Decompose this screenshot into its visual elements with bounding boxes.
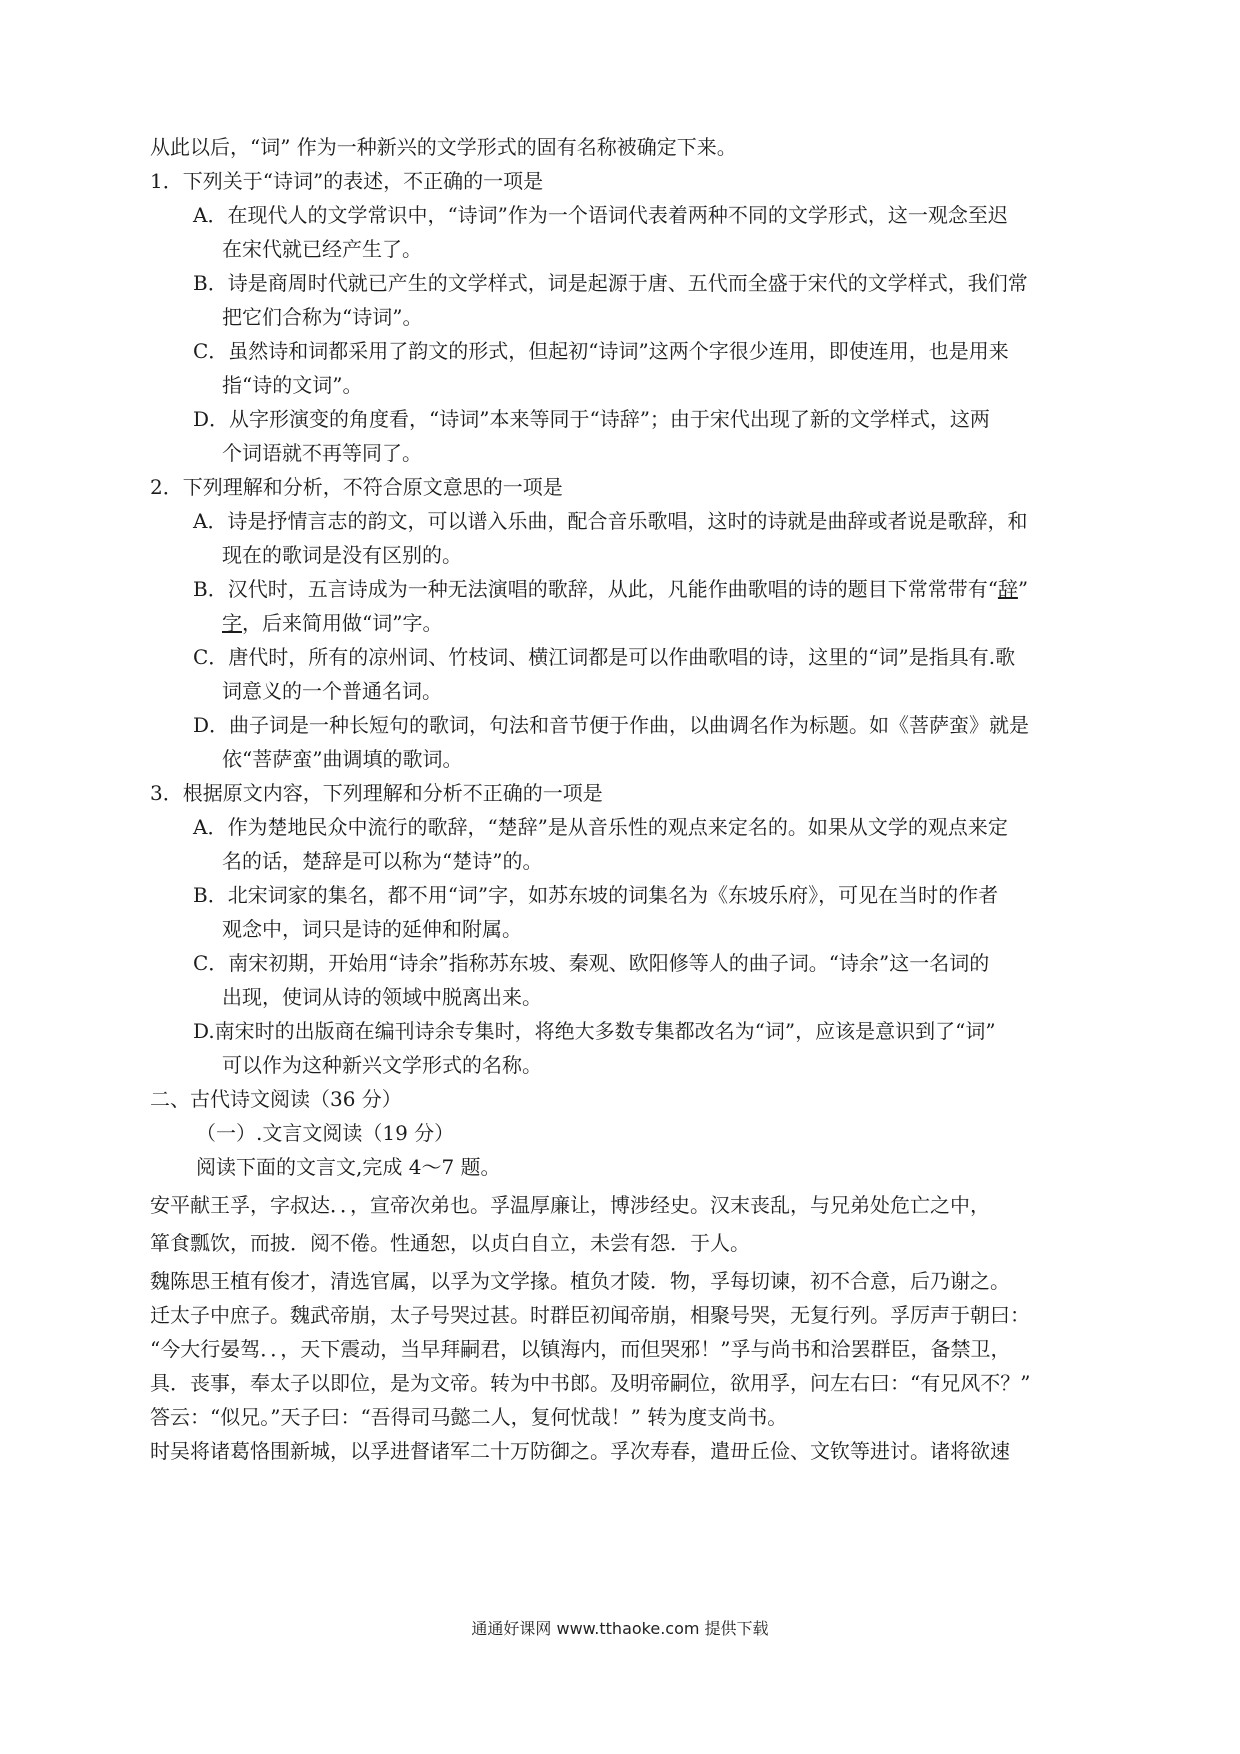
q1-option-b: B．诗是商周时代就已产生的文学样式，词是起源于唐、五代而全盛于宋代的文学样式，我们常 bbox=[193, 271, 1028, 295]
passage-line: 安平献王孚，字叔达．．，宣帝次弟也。孚温厚廉让，博涉经史。汉末丧乱，与兄弟处危亡之中， bbox=[150, 1193, 990, 1217]
section-heading: 二、古代诗文阅读（36 分） bbox=[150, 1087, 402, 1111]
q1-option-b-cont: 把它们合称为“诗词”。 bbox=[222, 305, 423, 329]
passage-line: 答云：“似兄。”天子曰：“吾得司马懿二人，复何忧哉！” 转为度支尚书。 bbox=[150, 1405, 788, 1429]
question-1: 1．下列关于“诗词”的表述，不正确的一项是 bbox=[150, 169, 544, 193]
q2-option-b bbox=[193, 576, 1028, 602]
passage-line: 迁太子中庶子。魏武帝崩，太子号哭过甚。时群臣初闻帝崩，相聚号哭，无复行列。孚厉声于朝曰： bbox=[150, 1303, 1030, 1327]
q2-option-b-text: B．汉代时，五言诗成为一种无法演唱的歌辞，从此，凡能作曲歌唱的诗的题目下常常带有“ bbox=[193, 577, 998, 601]
q3-option-d-cont: 可以作为这种新兴文学形式的名称。 bbox=[222, 1053, 542, 1077]
q3-option-c-cont: 出现，使词从诗的领域中脱离出来。 bbox=[222, 985, 542, 1009]
q1-option-c: C．虽然诗和词都采用了韵文的形式，但起初“诗词”这两个字很少连用，即使连用，也是用来 bbox=[193, 339, 1009, 363]
underlined-char: 辞 bbox=[997, 577, 1018, 601]
q3-option-c: C．南宋初期，开始用“诗余”指称苏东坡、秦观、欧阳修等人的曲子词。“诗余”这一名词的 bbox=[193, 951, 990, 975]
q3-option-d: D.南宋时的出版商在编刊诗余专集时，将绝大多数专集都改名为“词”，应该是意识到了“词” bbox=[193, 1019, 996, 1043]
passage-line: 时吴将诸葛恪围新城，以孚进督诸军二十万防御之。孚次寿春，遣毌丘俭、文钦等进讨。诸将欲速 bbox=[150, 1439, 1010, 1463]
q1-option-d-cont: 个词语就不再等同了。 bbox=[222, 441, 422, 465]
q2-option-a-cont: 现在的歌词是没有区别的。 bbox=[222, 543, 462, 567]
question-2: 2．下列理解和分析，不符合原文意思的一项是 bbox=[150, 475, 563, 499]
q2-option-b-cont bbox=[222, 610, 442, 636]
q3-option-a-cont: 名的话，楚辞是可以称为“楚诗”的。 bbox=[222, 849, 543, 873]
q3-option-a: A．作为楚地民众中流行的歌辞，“楚辞”是从音乐性的观点来定名的。如果从文学的观点来定 bbox=[193, 815, 1008, 839]
passage-line: 魏陈思王植有俊才，清选官属，以孚为文学掾。植负才陵．物，孚每切谏，初不合意，后乃谢之。 bbox=[150, 1269, 1010, 1293]
q3-option-b: B．北宋词家的集名，都不用“词”字，如苏东坡的词集名为《东坡乐府》，可见在当时的作者 bbox=[193, 883, 999, 907]
underlined-char: 字 bbox=[222, 611, 242, 635]
question-3: 3．根据原文内容，下列理解和分析不正确的一项是 bbox=[150, 781, 603, 805]
q1-option-a: A．在现代人的文学常识中，“诗词”作为一个语词代表着两种不同的文学形式，这一观念至迟 bbox=[193, 203, 1008, 227]
q1-option-a-cont: 在宋代就已经产生了。 bbox=[222, 237, 422, 261]
q1-option-c-cont: 指“诗的文词”。 bbox=[222, 373, 363, 397]
q2-option-a: A．诗是抒情言志的韵文，可以谱入乐曲，配合音乐歌唱，这时的诗就是曲辞或者说是歌辞，和 bbox=[193, 509, 1028, 533]
q2-option-b-cont-text: ，后来简用做“词”字。 bbox=[242, 611, 443, 635]
passage-line: 具．丧事，奉太子以即位，是为文帝。转为中书郎。及明帝嗣位，欲用孚，问左右曰：“有兄风不？” bbox=[150, 1371, 1031, 1395]
text-line: 从此以后，“词” 作为一种新兴的文学形式的固有名称被确定下来。 bbox=[150, 135, 737, 159]
q1-option-d: D．从字形演变的角度看，“诗词”本来等同于“诗辞”；由于宋代出现了新的文学样式，这两 bbox=[193, 407, 990, 431]
passage-line: 箪食瓢饮，而披．阅不倦。性通恕，以贞白自立，未尝有怨．于人。 bbox=[150, 1231, 750, 1255]
q2-option-b-quote: ” bbox=[1017, 577, 1029, 601]
q2-option-c-cont: 词意义的一个普通名词。 bbox=[222, 679, 442, 703]
q3-option-b-cont: 观念中，词只是诗的延伸和附属。 bbox=[222, 917, 522, 941]
instruction: 阅读下面的文言文,完成 4～7 题。 bbox=[196, 1155, 501, 1179]
q2-option-c: C．唐代时，所有的凉州词、竹枝词、横江词都是可以作曲歌唱的诗，这里的“词”是指具有.歌 bbox=[193, 645, 1016, 669]
passage-line: “今大行晏驾．．，天下震动，当早拜嗣君，以镇海内，而但哭邪！”孚与尚书和洽罢群臣，备禁卫， bbox=[150, 1337, 1011, 1361]
q2-option-d: D．曲子词是一种长短句的歌词，句法和音节便于作曲，以曲调名作为标题。如《菩萨蛮》就是 bbox=[193, 713, 1030, 737]
page-footer: 通通好课网 www.tthaoke.com 提供下载 bbox=[471, 1619, 769, 1638]
subsection-heading: （一）.文言文阅读（19 分） bbox=[196, 1121, 455, 1145]
q2-option-d-cont: 依“菩萨蛮”曲调填的歌词。 bbox=[222, 747, 463, 771]
